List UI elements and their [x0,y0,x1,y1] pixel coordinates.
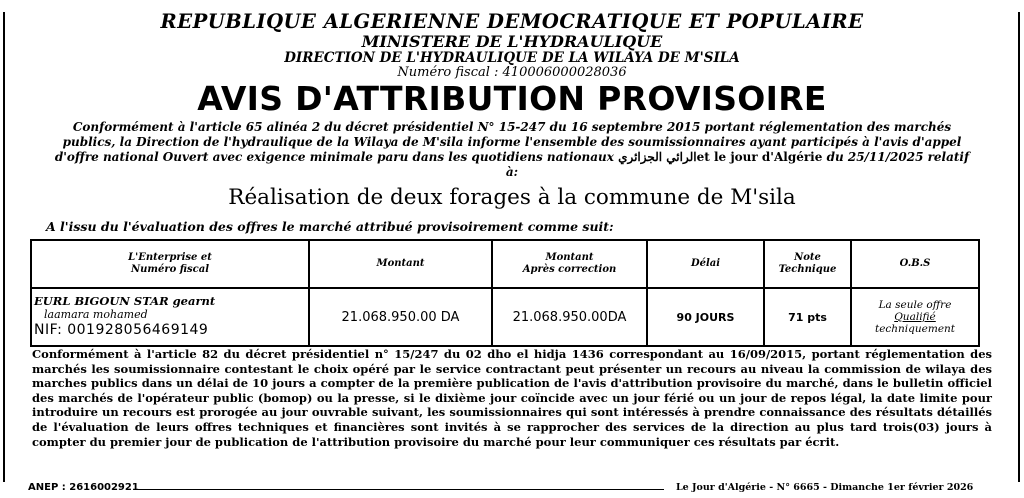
table-row [31,288,979,346]
appeal-paragraph: Conformément à l'article 82 du décret présidentiel n° 15/247 du 02 dho el hidja 1436 correspondant au 16/09/2015, portant réglementation des marchés les soumissionnaire contestant le choix opéré par le service contractant peut présenter un recours au niveau la commission de wilaya des marches publics dans un délai de 10 jours a compter de la première publication de l'avis d'attribution provisoire du marché, dans le bulletin officiel des marchés de l'opérateur public (bomop) ou la presse, si le dixième jour coïncide avec un jour férié ou un jour de repos légal, la date limite pour introduire un recours est prorogée au jour ouvrable suivant, les soumissionnaires qui sont intéressés à prendre connaissance des résultats détaillés de l'évaluation de leurs offres techniques et financières sont invités à se rapprocher des services de la direction au plus tard trois(03) jours à compter du premier jour de publication de l'attribution provisoire du marché pour leur communiquer ces résultats par écrit. [32,347,992,449]
cell-obs: La seule offre Qualifié techniquement [851,288,979,346]
newspaper-reference: Le Jour d'Algérie - N° 6665 - Dimanche 1er février 2026 [676,482,974,493]
enterprise-manager: laamara mohamed [44,308,148,321]
intro-text-mid: et le jour d'Algérie [696,150,823,164]
cell-amount-corrected: 21.068.950.00DA [492,288,647,346]
table-header-row [31,240,979,288]
direction-heading: DIRECTION DE L'HYDRAULIQUE DE LA WILAYA DE M'SILA [284,50,740,66]
cell-enterprise [31,288,309,346]
header-delay: Délai [647,240,764,288]
header-enterprise: L'Enterprise et Numéro fiscal [31,240,309,288]
header-score: Note Technique [764,240,851,288]
cell-delay: 90 JOURS [647,288,764,346]
header-amount: Montant [309,240,492,288]
fiscal-number: Numéro fiscal : 410006000028036 [397,65,627,80]
enterprise-nif: NIF: 001928056469149 [34,322,209,338]
notice-title: AVIS D'ATTRIBUTION PROVISOIRE [197,79,827,118]
anep-reference: ANEP : 2616002921 [28,482,139,493]
footer-rule [134,489,664,490]
header-amount-corrected: Montant Après correction [492,240,647,288]
issue-line: A l'issu du l'évaluation des offres le marché attribué provisoirement comme suit: [46,219,614,234]
intro-text-after: du 25/11/2025 relatif à: [505,150,970,179]
enterprise-name: EURL BIGOUN STAR gearnt [34,294,216,308]
header-obs: O.B.S [851,240,979,288]
subject-line: Réalisation de deux forages à la commune de M'sila [228,185,796,210]
republic-heading: REPUBLIQUE ALGERIENNE DEMOCRATIQUE ET POPULAIRE [160,10,864,33]
ministry-heading: MINISTERE DE L'HYDRAULIQUE [361,32,663,51]
intro-text-before: Conformément à l'article 65 alinéa 2 du décret présidentiel N° 15-247 du 16 septembre 2015 portant réglementation des marchés publics, la Direction de l'hydraulique de la Wilaya de M'sila informe l'ensemble des soumissionnaires ayant participés à l'avis d'appel d'offre national Ouvert avec exigence minimale paru dans les quotidiens nationaux [54,120,962,164]
results-table [30,239,980,347]
intro-paragraph [52,120,972,180]
newspaper-arabic: الرائي الجزائري [618,150,697,164]
cell-amount: 21.068.950.00 DA [309,288,492,346]
cell-score: 71 pts [764,288,851,346]
